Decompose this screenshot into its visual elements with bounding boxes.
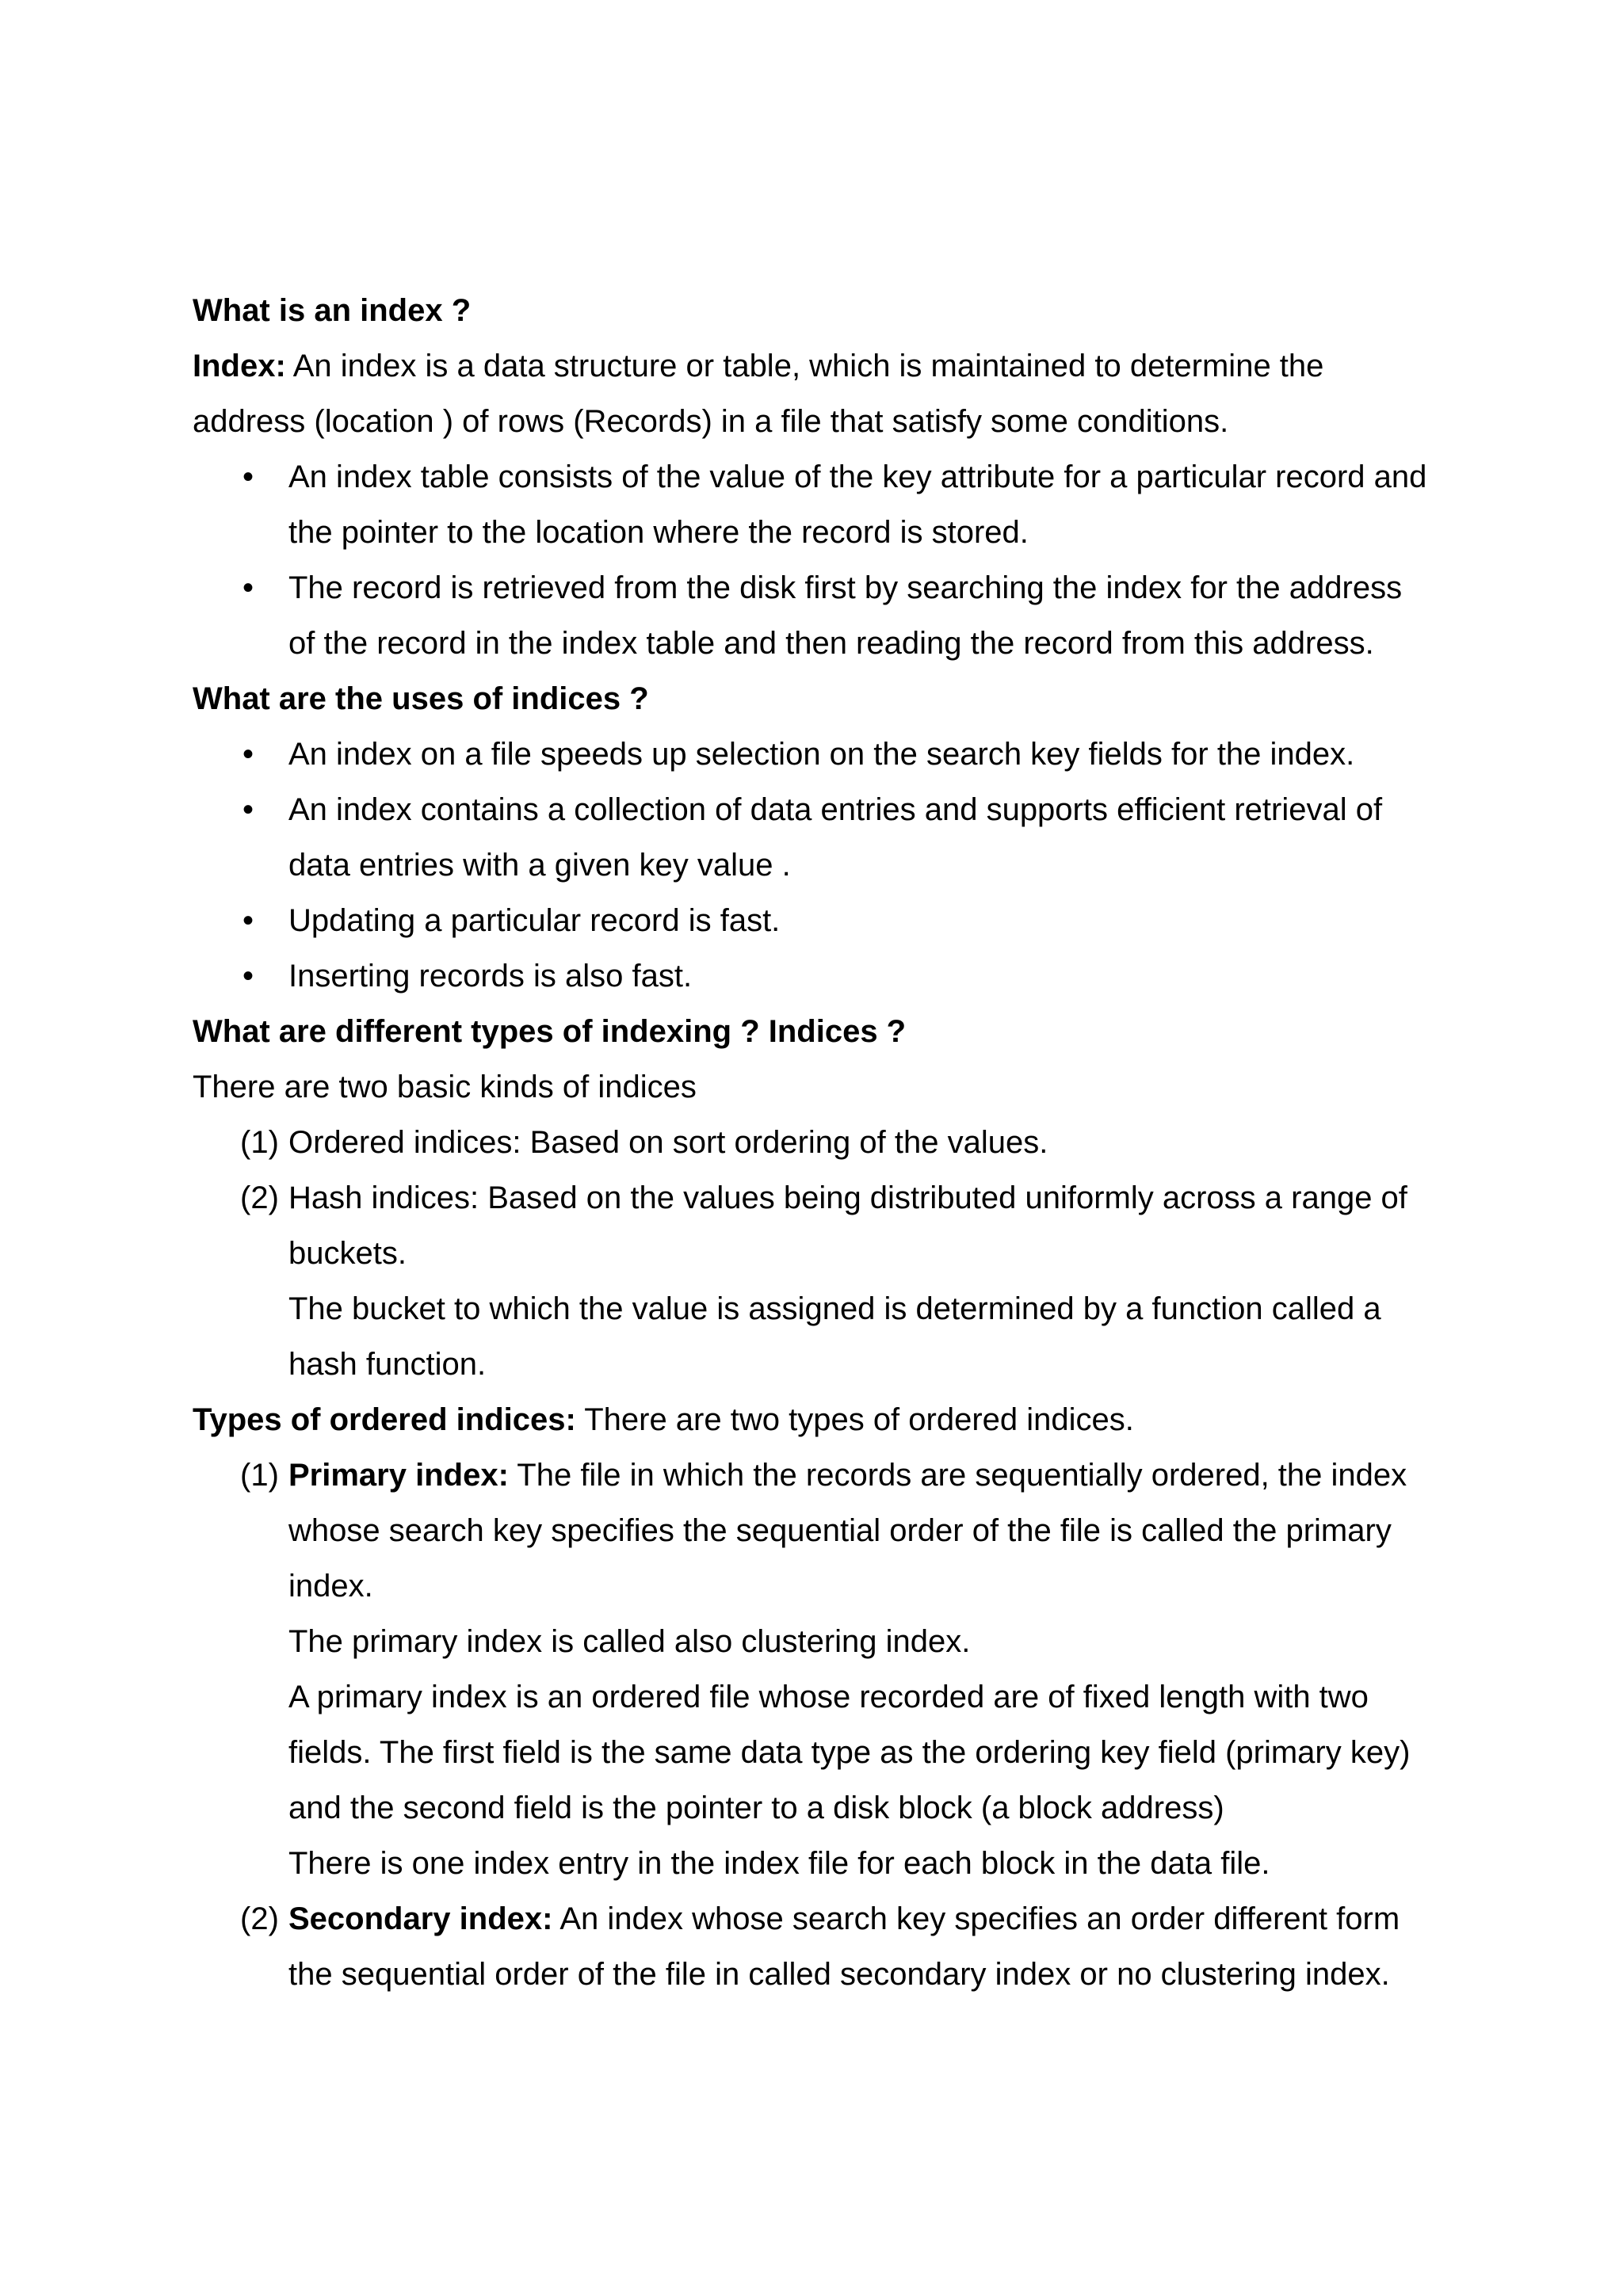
ordered-types-text: There are two types of ordered indices.	[575, 1402, 1134, 1437]
heading-types-of-indexing: What are different types of indexing ? Indices ?	[193, 1014, 907, 1049]
document-page	[193, 283, 1453, 2002]
bullet-text: An index table consists of the value of the key attribute for a particular record and	[288, 460, 1427, 494]
bullet-icon: •	[242, 959, 254, 994]
kinds-intro: There are two basic kinds of indices	[193, 1070, 697, 1104]
bullet-text: Inserting records is also fast.	[288, 959, 693, 994]
index-term: Index:	[193, 349, 286, 383]
item-continuation: and the second field is the pointer to a disk block (a block address)	[288, 1791, 1224, 1825]
numbered-item	[193, 1170, 1453, 1226]
bullet-item	[193, 727, 1453, 782]
index-definition-text: An index is a data structure or table, which is maintained to determine the	[285, 349, 1324, 383]
bullet-icon: •	[242, 737, 254, 772]
item-continuation: fields. The first field is the same data type as the ordering key field (primary key)	[288, 1735, 1411, 1770]
secondary-index-term: Secondary index:	[288, 1901, 553, 1936]
numbered-item	[193, 1115, 1453, 1170]
bullet-text: Updating a particular record is fast.	[288, 903, 781, 938]
index-definition-line-1	[193, 338, 1453, 394]
item-number: (1)	[240, 1125, 279, 1160]
bullet-text: The record is retrieved from the disk first by searching the index for the address	[288, 570, 1403, 605]
bullet-icon: •	[242, 903, 254, 938]
bullet-item	[193, 948, 1453, 1004]
numbered-item-primary	[193, 1447, 1453, 1503]
item-continuation: The primary index is called also clustering index.	[288, 1624, 971, 1659]
numbered-item-secondary	[193, 1891, 1453, 1947]
index-definition-line-2: address (location ) of rows (Records) in a file that satisfy some conditions.	[193, 404, 1229, 439]
heading-uses-of-indices: What are the uses of indices ?	[193, 681, 649, 716]
bullet-item	[193, 560, 1453, 616]
bullet-continuation: of the record in the index table and then reading the record from this address.	[288, 626, 1374, 661]
bullet-text: An index on a file speeds up selection on the search key fields for the index.	[288, 737, 1355, 772]
item-continuation: buckets.	[288, 1236, 407, 1271]
item-number: (2)	[240, 1901, 279, 1936]
bullet-item	[193, 449, 1453, 505]
item-number: (2)	[240, 1180, 279, 1215]
item-text: Ordered indices: Based on sort ordering of the values.	[288, 1125, 1048, 1160]
bullet-continuation: the pointer to the location where the record is stored.	[288, 515, 1029, 550]
bullet-item	[193, 893, 1453, 948]
bullet-icon: •	[242, 570, 254, 605]
bullet-text: An index contains a collection of data entries and supports efficient retrieval of	[288, 792, 1383, 827]
item-number: (1)	[240, 1458, 279, 1493]
item-text: An index whose search key specifies an order different form	[552, 1901, 1400, 1936]
bullet-continuation: data entries with a given key value .	[288, 848, 791, 883]
bullet-icon: •	[242, 460, 254, 494]
item-continuation: index.	[288, 1569, 373, 1604]
item-text: The file in which the records are sequentially ordered, the index	[508, 1458, 1407, 1493]
item-text: Hash indices: Based on the values being distributed uniformly across a range of	[288, 1180, 1407, 1215]
item-continuation: The bucket to which the value is assigned is determined by a function called a	[288, 1291, 1381, 1326]
item-continuation: hash function.	[288, 1347, 487, 1382]
ordered-types-line	[193, 1392, 1453, 1447]
primary-index-term: Primary index:	[288, 1458, 509, 1493]
item-continuation: the sequential order of the file in called secondary index or no clustering index.	[288, 1957, 1390, 1992]
item-continuation: whose search key specifies the sequential order of the file is called the primary	[288, 1513, 1392, 1548]
item-continuation: There is one index entry in the index file for each block in the data file.	[288, 1846, 1270, 1881]
item-continuation: A primary index is an ordered file whose recorded are of fixed length with two	[288, 1680, 1369, 1714]
heading-what-is-an-index: What is an index ?	[193, 293, 472, 328]
ordered-types-term: Types of ordered indices:	[193, 1402, 576, 1437]
bullet-icon: •	[242, 792, 254, 827]
bullet-item	[193, 782, 1453, 837]
